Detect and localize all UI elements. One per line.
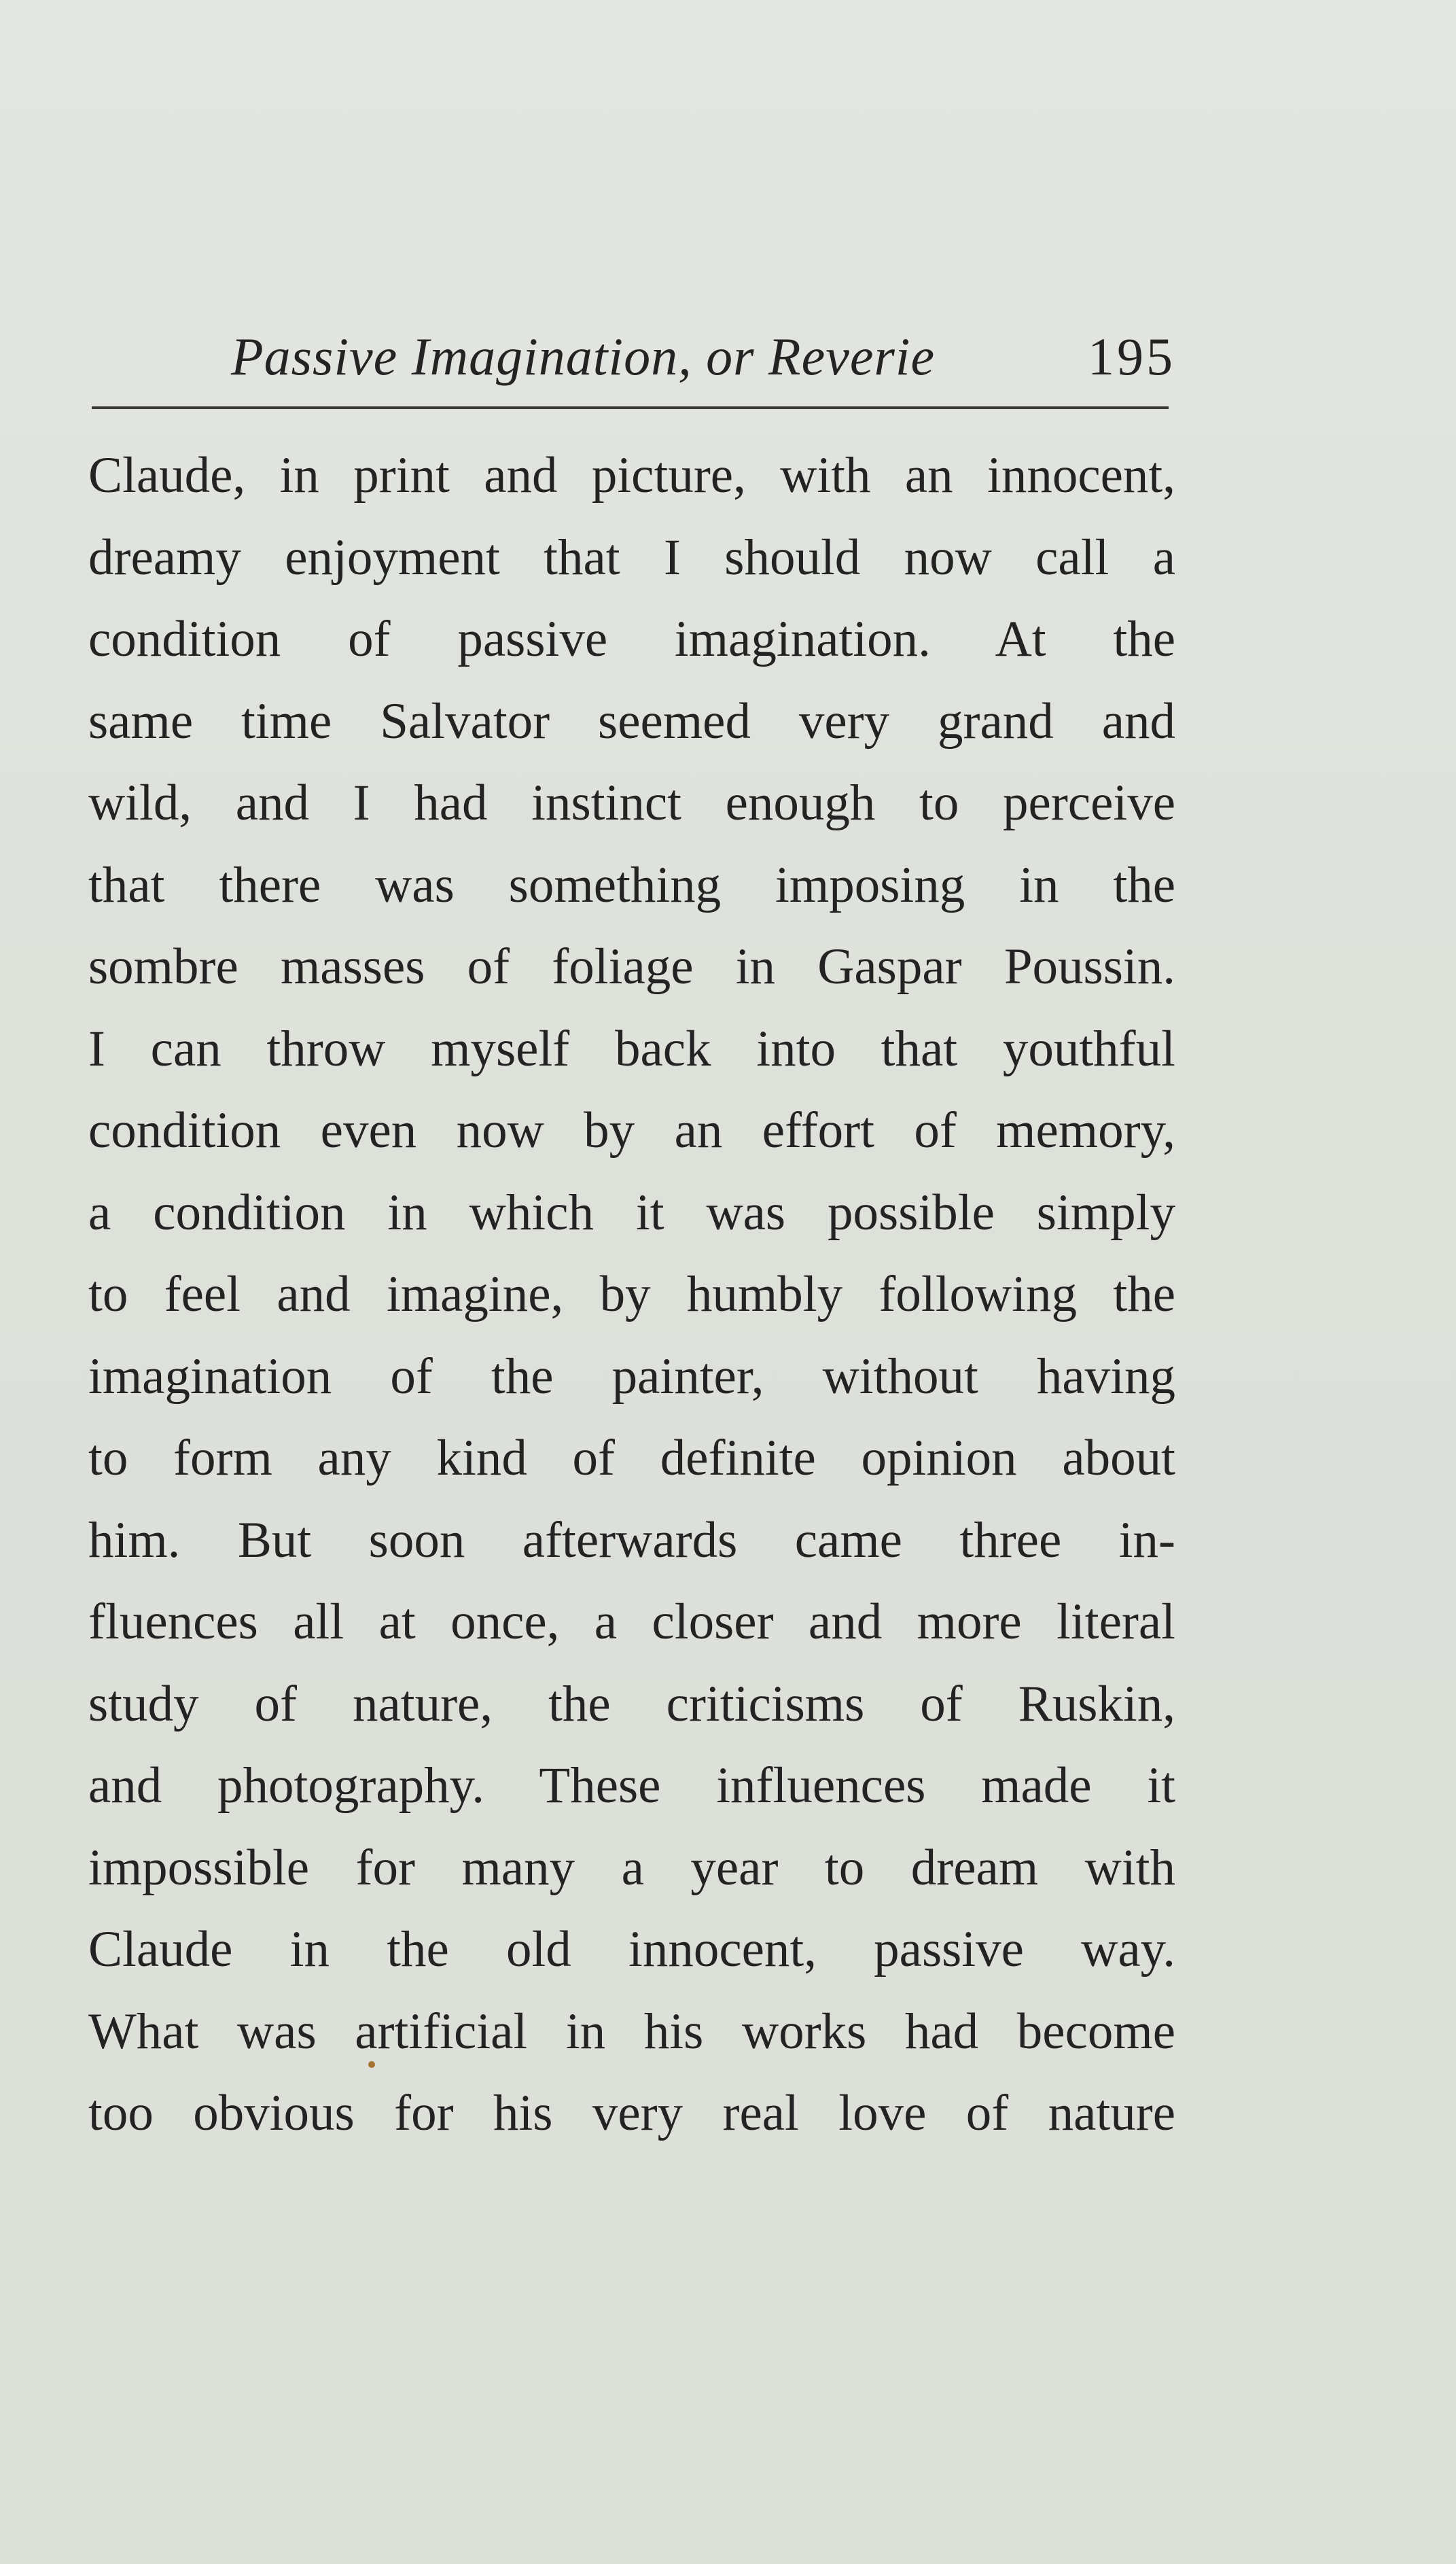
paper-speck <box>368 2061 375 2068</box>
text-line: to form any kind of definite opinion about <box>88 1430 1175 1486</box>
text-line: and photography. These influences made it <box>88 1757 1175 1814</box>
text-line: fluences all at once, a closer and more literal <box>88 1594 1175 1650</box>
text-line: imagination of the painter, without having <box>88 1348 1175 1405</box>
text-line: impossible for many a year to dream with <box>88 1839 1175 1896</box>
text-line: condition of passive imagination. At the <box>88 611 1175 667</box>
running-head <box>88 319 1175 394</box>
text-line: study of nature, the criticisms of Ruskin, <box>88 1675 1175 1732</box>
text-line: sombre masses of foliage in Gaspar Poussin. <box>88 938 1175 995</box>
text-line: What was artificial in his works had become <box>88 2003 1175 2060</box>
text-line: wild, and I had instinct enough to perceive <box>88 775 1175 831</box>
running-title: Passive Imagination, or Reverie <box>231 327 936 386</box>
header-rule <box>92 406 1169 409</box>
text-line: I can throw myself back into that youthful <box>88 1020 1175 1077</box>
text-line: him. But soon afterwards came three in- <box>88 1511 1175 1568</box>
body-text <box>88 435 1175 2155</box>
text-line: to feel and imagine, by humbly following the <box>88 1266 1175 1322</box>
page-number: 195 <box>1088 327 1175 386</box>
text-line: that there was something imposing in the <box>88 856 1175 913</box>
text-line: Claude, in print and picture, with an innocent, <box>88 447 1175 504</box>
text-line: Claude in the old innocent, passive way. <box>88 1921 1175 1978</box>
text-line: same time Salvator seemed very grand and <box>88 692 1175 750</box>
text-line: dreamy enjoyment that I should now call a <box>88 529 1175 586</box>
text-line: too obvious for his very real love of nature <box>88 2085 1175 2141</box>
text-line: condition even now by an effort of memory, <box>88 1102 1175 1159</box>
text-line: a condition in which it was possible simply <box>88 1184 1175 1241</box>
